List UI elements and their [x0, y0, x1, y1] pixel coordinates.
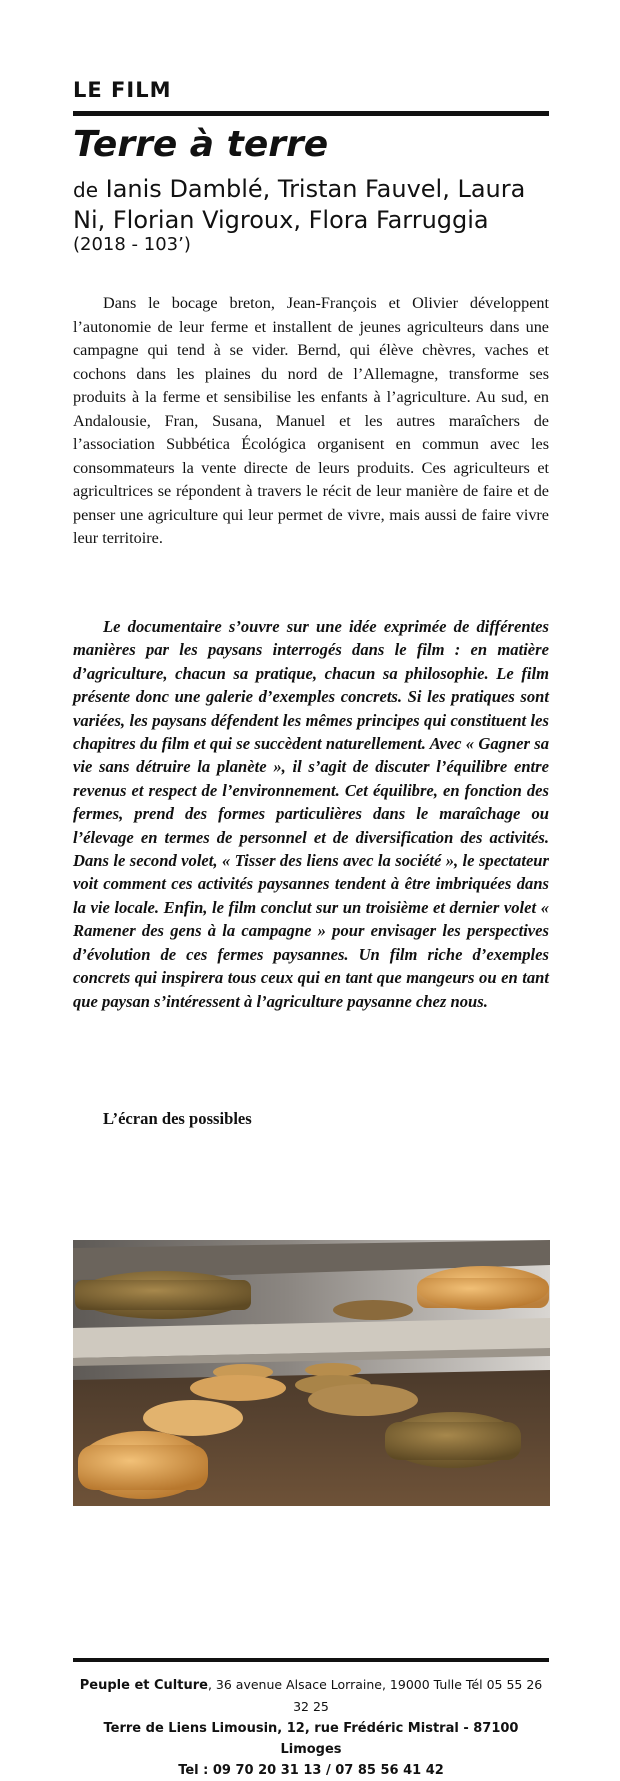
- film-credits: [73, 174, 551, 235]
- credits-prefix: de: [73, 178, 98, 202]
- footer-line-3: Tel : 09 70 20 31 13 / 07 85 56 41 42: [178, 1763, 444, 1778]
- review-signature: L’écran des possibles: [103, 1109, 252, 1128]
- footer-divider: [73, 1658, 549, 1662]
- cheese-shelves-photo: [73, 1240, 550, 1506]
- year-runtime: (2018 - 103’): [73, 234, 191, 255]
- credits-names: Ianis Damblé, Tristan Fauvel, Laura Ni, Florian Vigroux, Flora Farruggia: [73, 175, 526, 234]
- footer-line-1: [73, 1674, 549, 1718]
- org1-name: Peuple et Culture: [79, 1678, 208, 1693]
- film-title: Terre à terre: [73, 124, 329, 165]
- footer-line-2: Terre de Liens Limousin, 12, rue Frédéric Mistral - 87100 Limoges: [103, 1721, 519, 1757]
- header-divider: [73, 111, 549, 116]
- org1-address: , 36 avenue Alsace Lorraine, 19000 Tulle Tél 05 55 26 32 25: [207, 1677, 543, 1714]
- review-paragraph: Le documentaire s’ouvre sur une idée exprimée de différentes manières par les paysans interrogés dans le film : en matière d’agriculture, chacun sa pratique, chacun sa philosophie. Le film présente donc une galerie d’exemples concrets. Si les pratiques sont variées, les paysans défendent les mêmes principes qui constituent les chapitres du film et qui se succèdent naturellement. Avec « Gagner sa vie sans détruire la planète », il s’agit de discuter l’équilibre entre revenus et respect de l’environnement. Cet équilibre, en fonction des fermes, prend des formes particulières dans le maraîchage ou l’élevage en termes de personnel et de diversification des activités. Dans le second volet, « Tisser des liens avec la société », le spectateur voit comment ces activités paysannes tendent à être imbriquées dans la vie locale. Enfin, le film conclut sur un troisième et dernier volet « Ramener des gens à la campagne » pour envisager les perspectives d’évolution de ces fermes paysannes. Un film riche d’exemples concrets qui inspirera tous ceux qui en tant que mangeurs ou en tant que paysan s’intéressent à l’agriculture paysanne chez nous.: [73, 617, 549, 1011]
- section-label: LE FILM: [73, 78, 172, 102]
- footer: [73, 1674, 549, 1781]
- synopsis-paragraph: Dans le bocage breton, Jean-François et Olivier développent l’autonomie de leur ferme et installent de jeunes agriculteurs dans une campagne qui tend à se vider. Bernd, qui élève chèvres, vaches et cochons dans les plaines du nord de l’Allemagne, transforme ses produits à la ferme et sensibilise les enfants à l’agriculture. Au sud, en Andalousie, Fran, Susana, Manuel et les autres maraîchers de l’association Subbética Écológica organisent en commun avec les consommateurs la vente directe de leurs produits. Ces agriculteurs et agricultrices se répondent à travers le récit de leur manière de faire et de penser une agriculture qui leur permet de vivre, mais aussi de faire vivre leur territoire.: [73, 294, 549, 547]
